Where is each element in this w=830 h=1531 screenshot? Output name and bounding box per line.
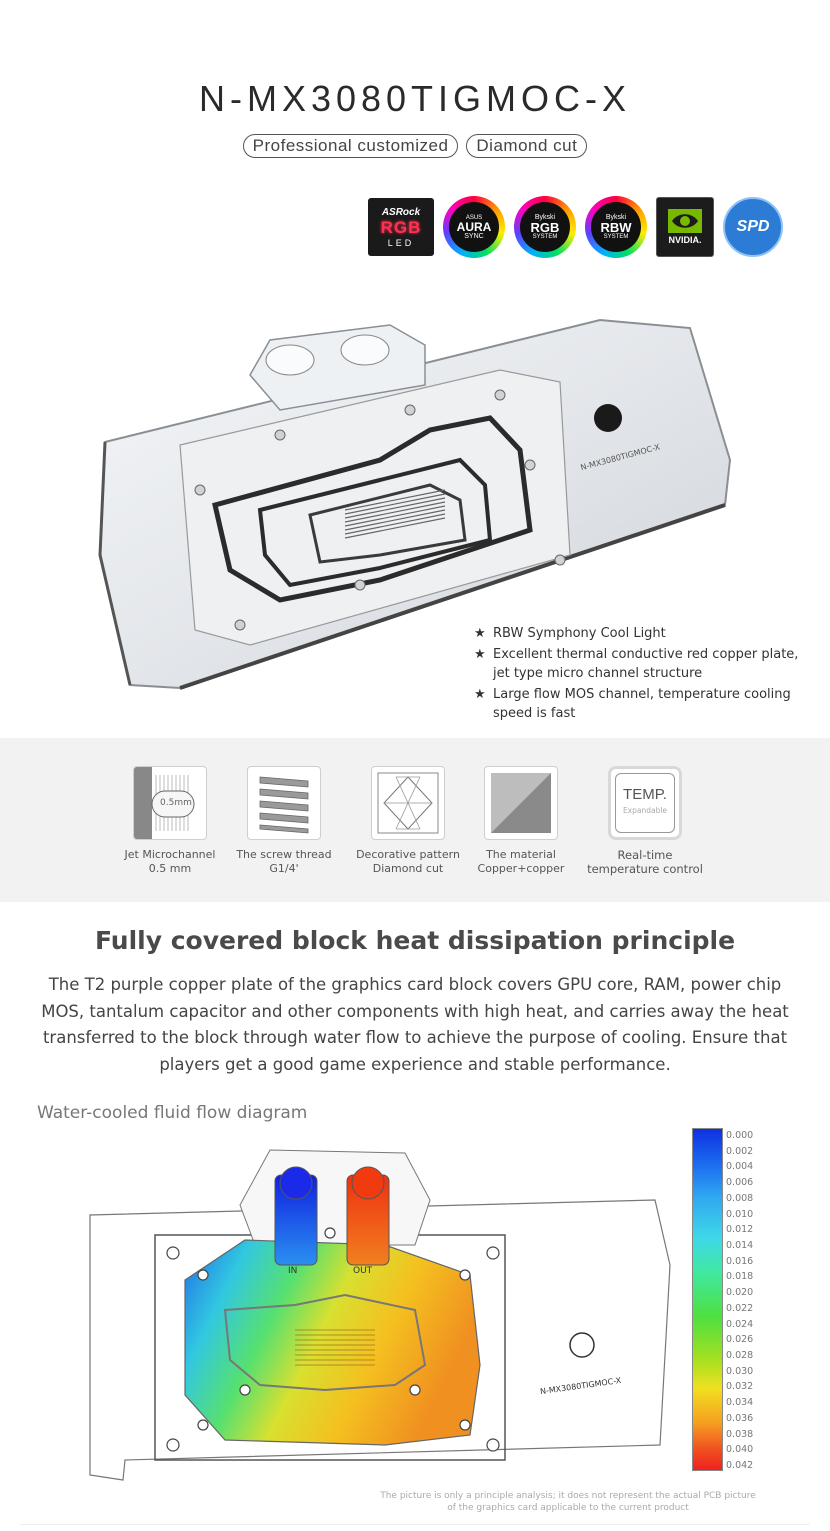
scale-tick-label: 0.024 [726, 1318, 754, 1330]
screw-thread-icon [247, 766, 321, 840]
disclaimer-note [380, 1490, 756, 1514]
spec-caption-line2: Diamond cut [372, 862, 444, 875]
scale-tick-label: 0.018 [726, 1271, 754, 1283]
spec-caption-line2: G1/4' [269, 862, 299, 875]
scale-tick-label: 0.004 [726, 1161, 754, 1173]
compatibility-logos [368, 196, 783, 258]
logo-text: AURA [456, 219, 492, 234]
scale-tick-label: 0.026 [726, 1334, 754, 1346]
logo-text: NVIDIA. [668, 235, 702, 245]
scale-tick-label: 0.028 [726, 1350, 754, 1361]
spec-microchannel [105, 766, 235, 876]
microchannel-size-label: 0.5mm [160, 798, 192, 808]
product-title: N-MX3080TIGMOC-X [198, 78, 632, 119]
microchannel-icon [133, 766, 207, 840]
scale-tick-label: 0.036 [726, 1412, 754, 1424]
logo-text: RBW [600, 220, 632, 235]
scale-tick-label: 0.014 [726, 1240, 754, 1251]
tag-row [0, 134, 830, 158]
scale-tick-label: 0.034 [726, 1397, 754, 1409]
star-icon: ★ [474, 687, 486, 702]
scale-tick-label: 0.000 [726, 1130, 754, 1141]
spec-caption-line2: Copper+copper [477, 862, 565, 875]
spec-caption-line2: 0.5 mm [148, 862, 192, 875]
temp-sub-label: Expandable [622, 806, 668, 815]
scale-tick-label: 0.040 [726, 1444, 754, 1456]
color-scale-bar [692, 1128, 723, 1471]
scale-tick-label: 0.010 [726, 1208, 754, 1220]
logo-text: RGB [530, 220, 560, 235]
logo-text: Bykski [605, 214, 627, 221]
flow-diagram-label: Water-cooled fluid flow diagram [37, 1103, 308, 1123]
scale-tick-label: 0.008 [726, 1192, 754, 1204]
spec-caption-line1: Real-time [617, 848, 673, 862]
spec-screw-thread [219, 766, 349, 876]
principle-description: The T2 purple copper plate of the graphics card block covers GPU core, RAM, power chip MOS, tantalum capacitor and other components with high heat, and carries away the heat transferred to the block through water flow to achieve the purpose of cooling. Ensure that players get a good game experience and stable performance. [41, 975, 789, 1074]
logo-text: Bykski [534, 214, 556, 221]
spec-material [456, 766, 586, 876]
spec-caption-line1: Decorative pattern [356, 848, 460, 861]
scale-tick-label: 0.016 [726, 1255, 754, 1267]
spec-diamond [343, 766, 473, 876]
feature-item [474, 685, 814, 723]
feature-item [474, 624, 814, 643]
flow-diagram-image [85, 1145, 685, 1490]
nvidia-eye-icon [668, 209, 702, 233]
outlet-label: OUT [353, 1266, 373, 1276]
disclaimer-line1: The picture is only a principle analysis; it does not represent the actual PCB picture [380, 1491, 756, 1501]
inlet-label: IN [288, 1266, 298, 1276]
bykski-rgb-system-logo [514, 196, 576, 258]
copper-material-icon [484, 766, 558, 840]
feature-list [474, 624, 814, 725]
feature-text: Excellent thermal conductive red copper plate, jet type micro channel structure [493, 647, 799, 681]
spec-caption-line1: Jet Microchannel [124, 848, 216, 861]
star-icon: ★ [474, 626, 486, 641]
disclaimer-line2: of the graphics card applicable to the current product [447, 1503, 689, 1513]
tag-diamond-cut: Diamond cut [466, 134, 587, 158]
scale-tick-label: 0.002 [726, 1145, 754, 1157]
logo-text: ASRock [381, 206, 421, 218]
spec-caption-line1: The screw thread [236, 848, 332, 861]
asrock-rgb-led-logo [368, 198, 434, 256]
tag-professional-customized: Professional customized [243, 134, 459, 158]
spec-caption-line1: The material [486, 848, 556, 861]
principle-heading: Fully covered block heat dissipation principle [94, 926, 736, 955]
scale-tick-label: 0.020 [726, 1287, 754, 1299]
scale-tick-label: 0.032 [726, 1381, 754, 1393]
nvidia-logo [656, 197, 714, 257]
feature-text: Large flow MOS channel, temperature cooling speed is fast [493, 687, 791, 721]
bottom-divider [20, 1524, 810, 1525]
feature-text: RBW Symphony Cool Light [493, 626, 666, 641]
star-icon: ★ [474, 647, 486, 662]
spec-temperature [580, 766, 710, 876]
spd-logo [723, 197, 783, 257]
feature-item [474, 645, 814, 683]
scale-tick-label: 0.042 [726, 1460, 754, 1471]
logo-text: RGB [380, 217, 422, 237]
asus-aura-sync-logo [443, 196, 505, 258]
temperature-icon [608, 766, 682, 840]
logo-text: LED [387, 237, 415, 248]
logo-text: SYNC [464, 232, 484, 240]
scale-tick-label: 0.038 [726, 1428, 754, 1440]
block-model-label: N-MX3080TIGMOC-X [579, 442, 661, 473]
diamond-icon [371, 766, 445, 840]
logo-text: SYSTEM [532, 234, 558, 240]
logo-text: SYSTEM [603, 234, 629, 240]
bykski-rbw-system-logo [585, 196, 647, 258]
scale-tick-label: 0.022 [726, 1302, 754, 1314]
scale-tick-label: 0.030 [726, 1365, 754, 1377]
flow-block-model-label: N-MX3080TIGMOC-X [539, 1375, 622, 1397]
logo-text: SPD [736, 218, 770, 235]
scale-tick-label: 0.012 [726, 1224, 754, 1236]
scale-tick-label: 0.006 [726, 1177, 754, 1189]
logo-text: ASUS [465, 214, 483, 221]
spec-caption-line2: temperature control [587, 862, 703, 876]
temp-label: TEMP. [623, 786, 667, 803]
